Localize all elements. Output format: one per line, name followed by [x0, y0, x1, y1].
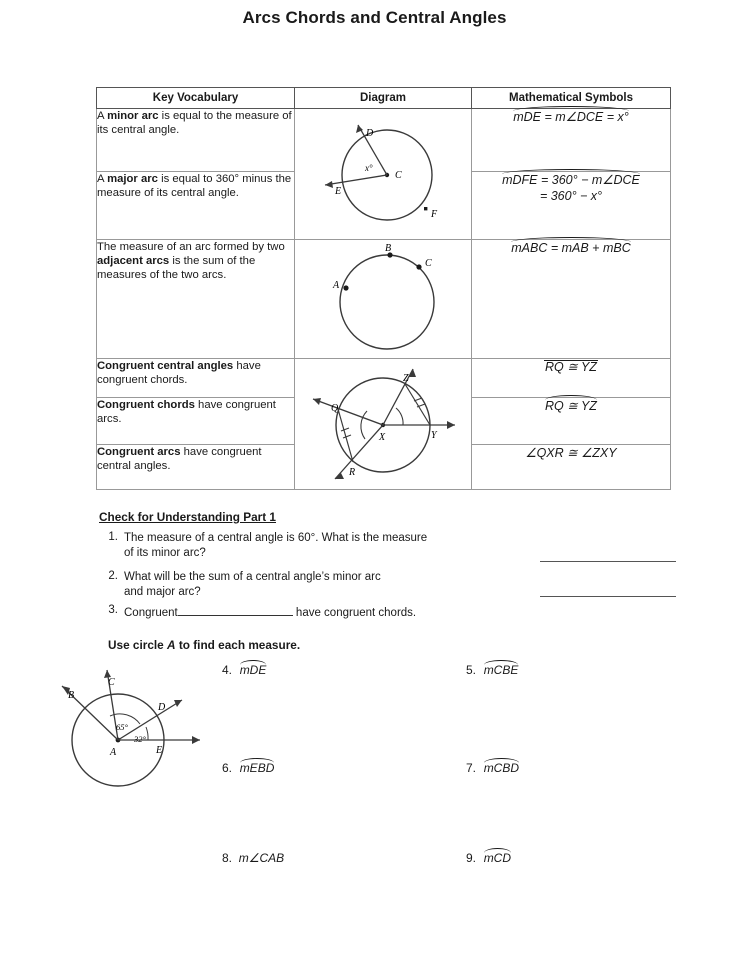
diagram1-label-e: E	[335, 186, 342, 197]
question-3-number: 3.	[108, 604, 118, 616]
diagram4-label-angle-65: 65°	[116, 722, 128, 732]
question-3-blank[interactable]	[178, 604, 293, 616]
symbols-adjacent-arcs-expr: mABC = mAB + mBC	[511, 241, 631, 255]
measure-item-6: 6. mEBD	[222, 761, 275, 775]
diagram2-label-a: A	[333, 280, 340, 291]
diagram-circle-a	[60, 658, 220, 798]
table-row	[97, 109, 671, 172]
symbols-congruent-chords	[472, 398, 671, 445]
table-row	[97, 359, 671, 398]
diagram2-label-b: B	[385, 243, 392, 254]
column-header-diagram: Diagram	[295, 88, 472, 109]
diagram3-label-r: R	[349, 467, 356, 478]
term-congruent-central-angles: Congruent central angles	[97, 360, 234, 372]
diagram-circle-x-svg	[295, 359, 470, 487]
diagram4-label-d: D	[158, 702, 166, 713]
measure-item-7: 7. mCBD	[466, 761, 520, 775]
vocab-adjacent-arcs: The measure of an arc formed by two adjacent arcs is the sum of the measures of the two arcs.	[97, 240, 295, 359]
term-congruent-arcs: Congruent arcs	[97, 446, 181, 458]
symbols-congruent-arcs	[472, 445, 671, 490]
diagram4-label-a: A	[110, 747, 117, 758]
diagram-circle-a-svg	[60, 658, 220, 798]
measure-item-9: 9. mCD	[466, 851, 512, 865]
column-header-symbols: Mathematical Symbols	[472, 88, 671, 109]
diagram3-label-y: Y	[431, 430, 437, 441]
symbols-minor-arc	[472, 109, 671, 172]
diagram1-label-d: D	[366, 128, 374, 139]
diagram-circle-abc	[295, 240, 472, 359]
question-2-number: 2.	[108, 570, 118, 582]
measure-item-8: 8. m∠CAB	[222, 851, 285, 865]
column-header-vocabulary: Key Vocabulary	[97, 88, 295, 109]
diagram3-label-z: Z	[403, 373, 409, 384]
vocab-major-arc: A major arc is equal to 360° minus the measure of its central angle.	[97, 172, 295, 240]
table-row	[97, 240, 671, 359]
diagram-circle-x	[295, 359, 472, 490]
diagram4-label-e: E	[156, 745, 163, 756]
diagram-circle-abc-svg	[295, 240, 470, 358]
question-1-number: 1.	[108, 531, 118, 543]
diagram4-label-b: B	[68, 690, 75, 701]
diagram3-label-x: X	[379, 432, 386, 443]
diagram4-label-angle-32: 32°	[134, 734, 146, 744]
answer-line-2[interactable]	[540, 596, 676, 597]
use-circle-heading: Use circle A to find each measure.	[108, 638, 301, 652]
diagram2-label-c: C	[425, 258, 432, 269]
diagram1-label-angle: x°	[365, 163, 373, 173]
vocabulary-table	[96, 87, 671, 490]
term-congruent-chords: Congruent chords	[97, 399, 195, 411]
vocab-minor-arc: A minor arc is equal to the measure of its central angle.	[97, 109, 295, 172]
symbols-major-arc	[472, 172, 671, 240]
measure-item-4: 4. mDE	[222, 663, 267, 677]
page-title: Arcs Chords and Central Angles	[242, 8, 507, 27]
symbols-angle-qxr-zxy: ∠QXR ≅ ∠ZXY	[525, 446, 617, 460]
symbols-congruent-central-angles	[472, 359, 671, 398]
diagram4-label-c: C	[108, 677, 115, 688]
diagram-circle-c-svg	[295, 109, 470, 237]
symbols-adjacent-arcs	[472, 240, 671, 359]
symbols-major-arc-line2: = 360° − x°	[539, 189, 603, 203]
term-adjacent-arcs: adjacent arcs	[97, 255, 170, 267]
diagram3-label-q: Q	[331, 403, 339, 414]
measure-item-5: 5. mCBE	[466, 663, 519, 677]
question-3-text: Congruent have congruent chords.	[124, 604, 544, 621]
answer-line-1[interactable]	[540, 561, 676, 562]
question-2-text: What will be the sum of a central angle’s minor arc and major arc?	[124, 571, 381, 598]
question-1-text: The measure of a central angle is 60°. What is the measure of its minor arc?	[124, 532, 428, 559]
vocab-congruent-arcs: Congruent arcs have congruent central angles.	[97, 445, 295, 490]
vocab-congruent-chords: Congruent chords have congruent arcs.	[97, 398, 295, 445]
diagram1-label-f: F	[431, 209, 438, 220]
diagram1-label-center: C	[395, 170, 402, 181]
check-understanding-heading: Check for Understanding Part 1	[99, 510, 276, 524]
vocab-congruent-central-angles: Congruent central angles have congruent chords.	[97, 359, 295, 398]
term-major-arc: major arc	[107, 173, 158, 185]
symbols-major-arc-line1: mDFE = 360° − m∠DCE	[502, 173, 640, 187]
symbols-segment-rq-yz: RQ ≅ YZ	[545, 360, 597, 374]
term-minor-arc: minor arc	[107, 110, 159, 122]
symbols-arc-rq-yz: RQ ≅ YZ	[545, 399, 597, 413]
symbols-minor-arc-expr: mDE = m∠DCE = x°	[513, 110, 629, 124]
diagram-circle-c	[295, 109, 472, 240]
